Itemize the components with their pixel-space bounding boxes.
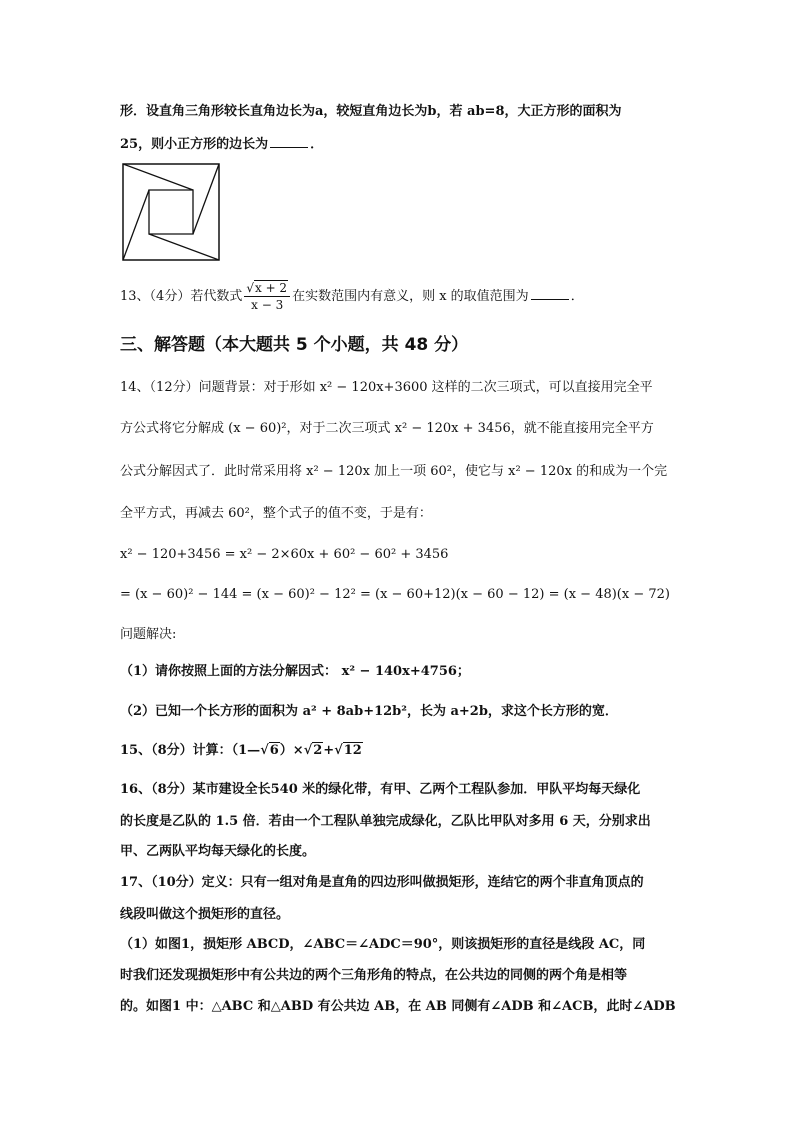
answer-blank — [531, 287, 569, 300]
q15-radicand-1: 6 — [269, 743, 279, 758]
q13-numerator: x + 2 — [254, 281, 288, 295]
q13-prefix: 13、（4分）若代数式 — [120, 289, 243, 304]
square-diagram — [122, 163, 220, 261]
q14-part2: （2）已知一个长方形的面积为 a² + 8ab+12b²，长为 a+2b，求这个长方形的宽． — [120, 704, 618, 719]
q12-line1: 形．设直角三角形较长直角边长为a，较短直角边长为b，若 ab=8，大正方形的面积为 — [120, 104, 622, 119]
q14-line3: 公式分解因式了．此时常采用将 x² − 120x 加上一项 60²，使它与 x² − 120x 的和成为一个完 — [120, 464, 668, 479]
q15-radicand-2: 2 — [313, 743, 323, 758]
q17-line1: 17、（10分）定义：只有一组对角是直角的四边形叫做损矩形，连结它的两个非直角顶点的 — [120, 875, 644, 890]
q14-eq1: x² − 120+3456 = x² − 2×60x + 60² − 60² + 3456 — [120, 547, 449, 562]
q14-part1: （1）请你按照上面的方法分解因式： x² − 140x+4756； — [120, 664, 470, 679]
q14-line1: 14、（12分）问题背景：对于形如 x² − 120x+3600 这样的二次三项式，可以直接用完全平 — [120, 380, 653, 395]
answer-blank — [270, 135, 308, 148]
q13-end: ． — [570, 289, 584, 304]
q17-line5: 的。如图1 中：△ABC 和△ABD 有公共边 AB，在 AB 同侧有∠ADB 和∠ACB，此时∠ADB — [120, 999, 676, 1014]
q17-line3: （1）如图1，损矩形 ABCD，∠ABC＝∠ADC＝90°，则该损矩形的直径是线段 AC，同 — [120, 937, 646, 952]
q15-prefix: 15、（8分）计算：（1— — [120, 743, 261, 758]
q14-solve-label: 问题解决: — [120, 627, 177, 642]
q13-denominator: x − 3 — [251, 298, 284, 312]
q15: 15、（8分）计算：（1—√6）×√2+√12 — [120, 743, 362, 758]
q15-mid: ）× — [279, 743, 304, 758]
q15-radicand-3: 12 — [343, 743, 362, 758]
q16-line2: 的长度是乙队的 1.5 倍．若由一个工程队单独完成绿化，乙队比甲队对多用 6 天，分别求出 — [120, 814, 651, 829]
q13-suffix: 在实数范围内有意义，则 x 的取值范围为 — [292, 289, 529, 304]
q14-eq2: = (x − 60)² − 144 = (x − 60)² − 12² = (x − 60+12)(x − 60 − 12) = (x − 48)(x − 72) — [120, 587, 670, 602]
q17-line2: 线段叫做这个损矩形的直径。 — [120, 907, 290, 922]
q13-fraction: $\frac{√x + 2}{x - 3}$ — [244, 280, 290, 313]
section-title: 三、解答题（本大题共 5 个小题，共 48 分） — [120, 335, 469, 355]
q16-line3: 甲、乙两队平均每天绿化的长度。 — [120, 844, 316, 859]
q12-line2-end: ． — [310, 137, 324, 152]
q16-line1: 16、（8分）某市建设全长540 米的绿化带，有甲、乙两个工程队参加．甲队平均每天绿化 — [120, 782, 641, 797]
q17-line4: 时我们还发现损矩形中有公共边的两个三角形角的特点，在公共边的同侧的两个角是相等 — [120, 968, 628, 983]
q12-line2 — [120, 135, 323, 154]
q14-line2: 方公式将它分解成 (x − 60)²，对于二次三项式 x² − 120x + 3456，就不能直接用完全平方 — [120, 421, 654, 436]
q13 — [120, 280, 584, 313]
q14-line4: 全平方式，再减去 60²，整个式子的值不变，于是有： — [120, 506, 432, 521]
q12-line2-text: 25，则小正方形的边长为 — [120, 137, 269, 152]
q15-plus: + — [323, 743, 335, 758]
